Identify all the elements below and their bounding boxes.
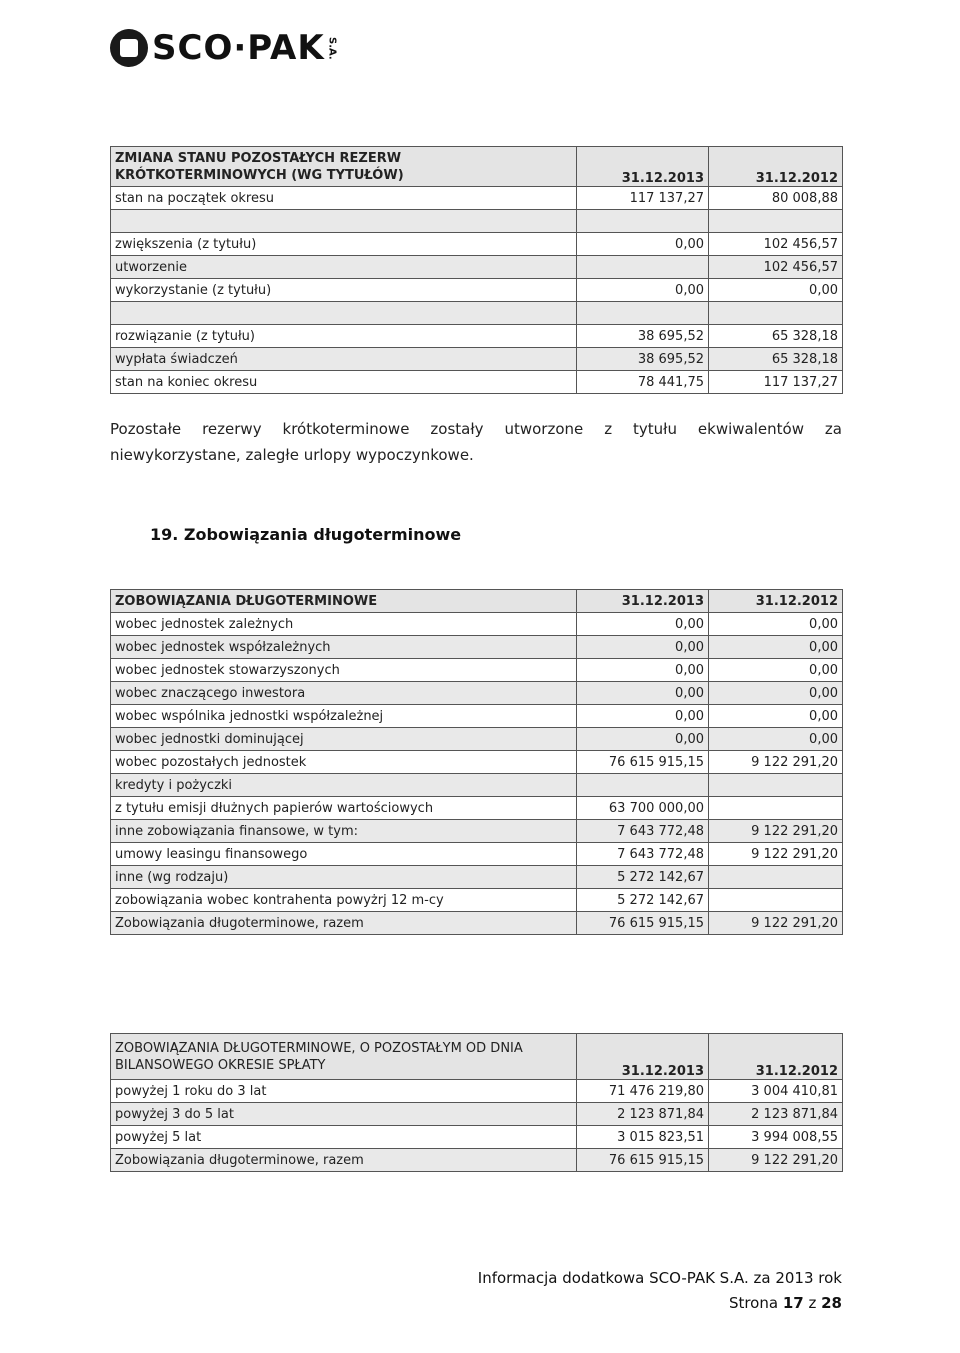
row-label: wykorzystanie (z tytułu) [111, 279, 577, 302]
section-title: 19. Zobowiązania długoterminowe [150, 525, 462, 544]
row-value-2012 [709, 302, 843, 325]
table-row [111, 302, 843, 325]
table-row [111, 613, 843, 636]
row-value-2012 [709, 866, 843, 889]
row-value-2013: 0,00 [577, 682, 709, 705]
row-label [111, 302, 577, 325]
row-label: powyżej 1 roku do 3 lat [111, 1080, 577, 1103]
logo-icon [110, 29, 148, 67]
table-row [111, 256, 843, 279]
row-value-2013: 7 643 772,48 [577, 843, 709, 866]
row-label: rozwiązanie (z tytułu) [111, 325, 577, 348]
row-value-2012: 0,00 [709, 613, 843, 636]
row-value-2013 [577, 774, 709, 797]
reserves-table-body [111, 147, 843, 394]
row-value-2012: 102 456,57 [709, 256, 843, 279]
row-value-2013: 0,00 [577, 636, 709, 659]
table-row [111, 325, 843, 348]
table-row [111, 797, 843, 820]
table-row [111, 371, 843, 394]
table-row [111, 843, 843, 866]
header-year-2013: 31.12.2013 [577, 590, 709, 613]
logo-text: SCO·PAK [152, 28, 325, 68]
row-value-2012 [709, 889, 843, 912]
page-footer [478, 1266, 842, 1316]
row-value-2013: 7 643 772,48 [577, 820, 709, 843]
row-value-2012: 9 122 291,20 [709, 751, 843, 774]
row-label: wobec znaczącego inwestora [111, 682, 577, 705]
row-label: Zobowiązania długoterminowe, razem [111, 912, 577, 935]
row-value-2013: 78 441,75 [577, 371, 709, 394]
row-label: Zobowiązania długoterminowe, razem [111, 1149, 577, 1172]
table-row [111, 187, 843, 210]
row-label: wobec jednostek współzależnych [111, 636, 577, 659]
row-value-2012: 0,00 [709, 659, 843, 682]
row-label: kredyty i pożyczki [111, 774, 577, 797]
row-value-2013: 0,00 [577, 613, 709, 636]
page-prefix: Strona [728, 1294, 783, 1312]
row-value-2013: 117 137,27 [577, 187, 709, 210]
row-value-2013: 0,00 [577, 659, 709, 682]
row-label: umowy leasingu finansowego [111, 843, 577, 866]
row-value-2012: 9 122 291,20 [709, 843, 843, 866]
row-value-2012: 117 137,27 [709, 371, 843, 394]
row-value-2013: 76 615 915,15 [577, 751, 709, 774]
row-value-2013: 76 615 915,15 [577, 1149, 709, 1172]
row-value-2013: 5 272 142,67 [577, 866, 709, 889]
row-label: wobec wspólnika jednostki współzależnej [111, 705, 577, 728]
row-label: utworzenie [111, 256, 577, 279]
logo-suffix: S.A. [326, 36, 338, 60]
row-value-2013: 2 123 871,84 [577, 1103, 709, 1126]
table-row [111, 751, 843, 774]
row-value-2012: 3 004 410,81 [709, 1080, 843, 1103]
footer-document-title: Informacja dodatkowa SCO-PAK S.A. za 2013 rok [477, 1269, 842, 1287]
table-row [111, 705, 843, 728]
maturity-table-body [111, 1034, 843, 1172]
footer-page-number [478, 1291, 842, 1316]
row-value-2012: 0,00 [709, 279, 843, 302]
row-label: wobec pozostałych jednostek [111, 751, 577, 774]
row-label: inne zobowiązania finansowe, w tym: [111, 820, 577, 843]
table-row [111, 1080, 843, 1103]
table-row [111, 348, 843, 371]
row-value-2012: 2 123 871,84 [709, 1103, 843, 1126]
table-row [111, 1126, 843, 1149]
reserves-change-table [110, 146, 843, 394]
table-row [111, 1149, 843, 1172]
row-value-2012 [709, 797, 843, 820]
company-logo [110, 24, 338, 72]
header-year-2012: 31.12.2012 [709, 590, 843, 613]
row-value-2013 [577, 256, 709, 279]
row-value-2012: 80 008,88 [709, 187, 843, 210]
reserves-note-paragraph: Pozostałe rezerwy krótkoterminowe zostały utworzone z tytułu ekwiwalentów za niewykorzystane, zaległe urlopy wypoczynkowe. [110, 420, 842, 464]
row-label: wobec jednostki dominującej [111, 728, 577, 751]
row-value-2012 [709, 774, 843, 797]
header-year-2013: 31.12.2013 [577, 1034, 709, 1080]
row-value-2012: 9 122 291,20 [709, 820, 843, 843]
table-header-row [111, 1034, 843, 1080]
table-row [111, 866, 843, 889]
row-label: wypłata świadczeń [111, 348, 577, 371]
row-label: inne (wg rodzaju) [111, 866, 577, 889]
row-label [111, 210, 577, 233]
header-label: ZMIANA STANU POZOSTAŁYCH REZERW KRÓTKOTERMINOWYCH (WG TYTUŁÓW) [111, 147, 577, 187]
row-value-2013: 0,00 [577, 233, 709, 256]
table-row [111, 1103, 843, 1126]
header-year-2012: 31.12.2012 [709, 1034, 843, 1080]
row-value-2012: 9 122 291,20 [709, 912, 843, 935]
page-total: 28 [821, 1294, 842, 1312]
liabilities-maturity-table [110, 1033, 843, 1172]
row-value-2013: 76 615 915,15 [577, 912, 709, 935]
row-value-2012: 0,00 [709, 682, 843, 705]
table-header-row [111, 147, 843, 187]
row-label: stan na koniec okresu [111, 371, 577, 394]
page-current: 17 [782, 1294, 804, 1312]
row-value-2012: 0,00 [709, 705, 843, 728]
table-row [111, 659, 843, 682]
liabilities-table-body [111, 590, 843, 935]
table-row [111, 682, 843, 705]
row-value-2013: 63 700 000,00 [577, 797, 709, 820]
row-label: z tytułu emisji dłużnych papierów wartościowych [111, 797, 577, 820]
row-value-2013: 71 476 219,80 [577, 1080, 709, 1103]
table-row [111, 820, 843, 843]
row-value-2013: 38 695,52 [577, 325, 709, 348]
header-year-2012: 31.12.2012 [709, 147, 843, 187]
row-label: wobec jednostek zależnych [111, 613, 577, 636]
row-value-2012: 3 994 008,55 [709, 1126, 843, 1149]
row-value-2012 [709, 210, 843, 233]
table-row [111, 774, 843, 797]
row-value-2012: 0,00 [709, 636, 843, 659]
row-label: powyżej 3 do 5 lat [111, 1103, 577, 1126]
row-value-2012: 65 328,18 [709, 348, 843, 371]
row-label: powyżej 5 lat [111, 1126, 577, 1149]
row-value-2013: 5 272 142,67 [577, 889, 709, 912]
page-mid: z [803, 1294, 822, 1312]
table-row [111, 889, 843, 912]
header-label: ZOBOWIĄZANIA DŁUGOTERMINOWE, O POZOSTAŁYM OD DNIA BILANSOWEGO OKRESIE SPŁATY [111, 1034, 577, 1080]
header-year-2013: 31.12.2013 [577, 147, 709, 187]
row-label: wobec jednostek stowarzyszonych [111, 659, 577, 682]
table-row [111, 912, 843, 935]
row-value-2012: 0,00 [709, 728, 843, 751]
row-label: zobowiązania wobec kontrahenta powyżrj 12 m-cy [111, 889, 577, 912]
row-value-2013: 0,00 [577, 728, 709, 751]
row-value-2013: 0,00 [577, 705, 709, 728]
header-label: ZOBOWIĄZANIA DŁUGOTERMINOWE [111, 590, 577, 613]
row-value-2012: 102 456,57 [709, 233, 843, 256]
table-header-row [111, 590, 843, 613]
row-label: stan na początek okresu [111, 187, 577, 210]
row-value-2013: 0,00 [577, 279, 709, 302]
row-value-2012: 9 122 291,20 [709, 1149, 843, 1172]
row-value-2013: 3 015 823,51 [577, 1126, 709, 1149]
row-value-2013: 38 695,52 [577, 348, 709, 371]
row-value-2012: 65 328,18 [709, 325, 843, 348]
row-value-2013 [577, 302, 709, 325]
long-term-liabilities-table [110, 589, 843, 935]
table-row [111, 636, 843, 659]
table-row [111, 279, 843, 302]
table-row [111, 233, 843, 256]
row-value-2013 [577, 210, 709, 233]
table-row [111, 728, 843, 751]
table-row [111, 210, 843, 233]
row-label: zwiększenia (z tytułu) [111, 233, 577, 256]
